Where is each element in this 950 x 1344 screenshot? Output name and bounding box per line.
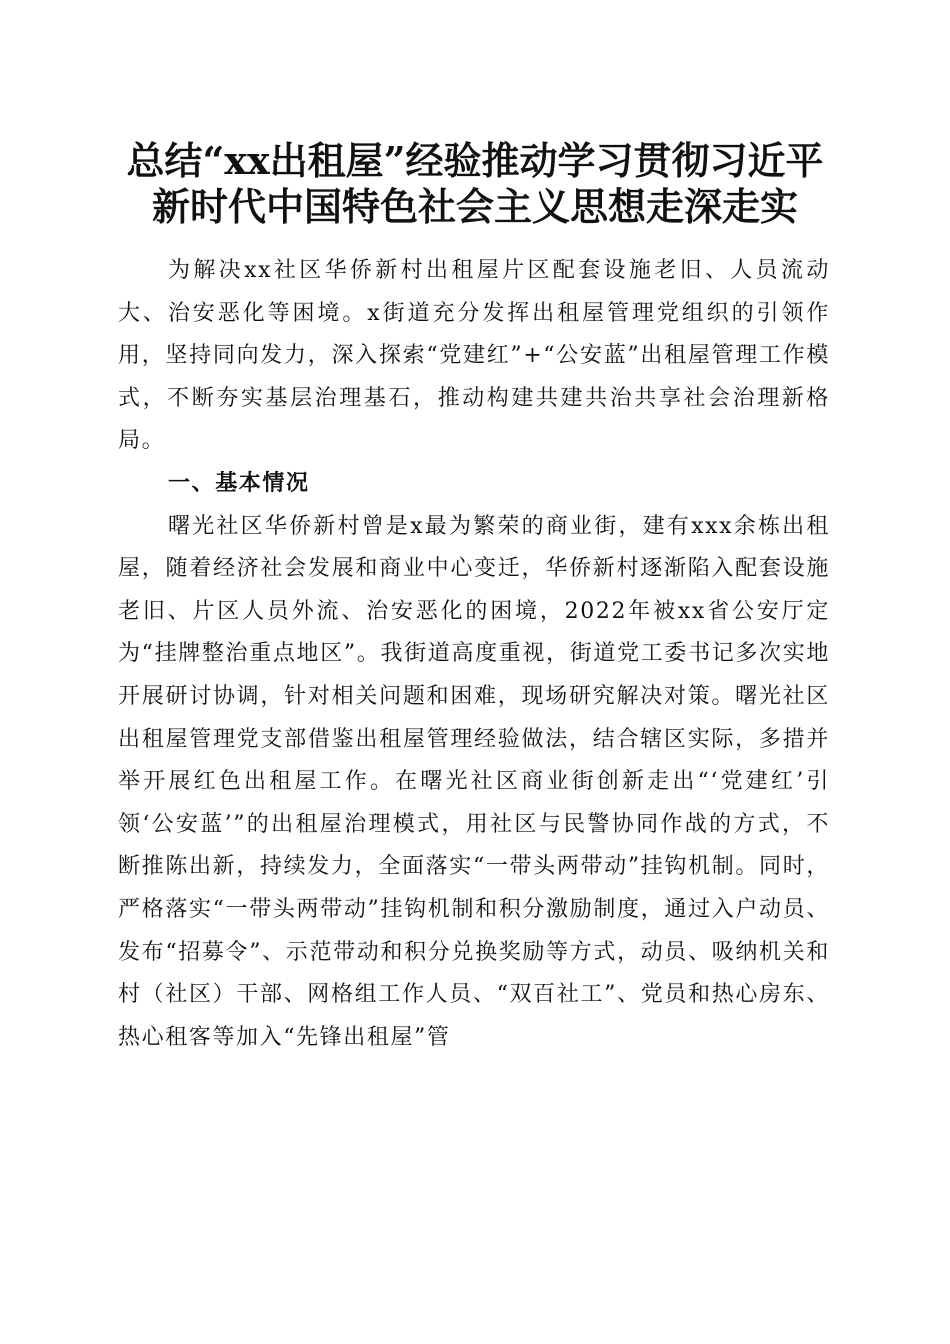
- section-paragraph: 曙光社区华侨新村曾是x最为繁荣的商业街，建有xxx余栋出租屋，随着经济社会发展和商业中心变迁，华侨新村逐渐陷入配套设施老旧、片区人员外流、治安恶化的困境，2022年被xx省公安厅定为“挂牌整治重点地区”。我街道高度重视，街道党工委书记多次实地开展研讨协调，针对相关问题和困难，现场研究解决对策。曙光社区出租屋管理党支部借鉴出租屋管理经验做法，结合辖区实际，多措并举开展红色出租屋工作。在曙光社区商业街创新走出“‘党建红’引领‘公安蓝’”的出租屋治理模式，用社区与民警协同作战的方式，不断推陈出新，持续发力，全面落实“一带头两带动”挂钩机制。同时，严格落实“一带头两带动”挂钩机制和积分激励制度，通过入户动员、发布“招募令”、示范带动和积分兑换奖励等方式，动员、吸纳机关和村（社区）干部、网格组工作人员、“双百社工”、党员和热心房东、热心租客等加入“先锋出租屋”管: [118, 513, 830, 1050]
- title-line-2: 新时代中国特色社会主义思想走深走实: [151, 184, 798, 229]
- section-heading: 一、基本情况: [168, 470, 310, 496]
- intro-paragraph: 为解决xx社区华侨新村出租屋片区配套设施老旧、人员流动大、治安恶化等困境。x街道充分发挥出租屋管理党组织的引领作用，坚持同向发力，深入探索“党建红”+“公安蓝”出租屋管理工作模式，不断夯实基层治理基石，推动构建共建共治共享社会治理新格局。: [118, 258, 830, 454]
- document-title: [100, 138, 850, 230]
- title-line-1: 总结“xx出租屋”经验推动学习贯彻习近平: [126, 138, 824, 183]
- document-body: [118, 250, 830, 1059]
